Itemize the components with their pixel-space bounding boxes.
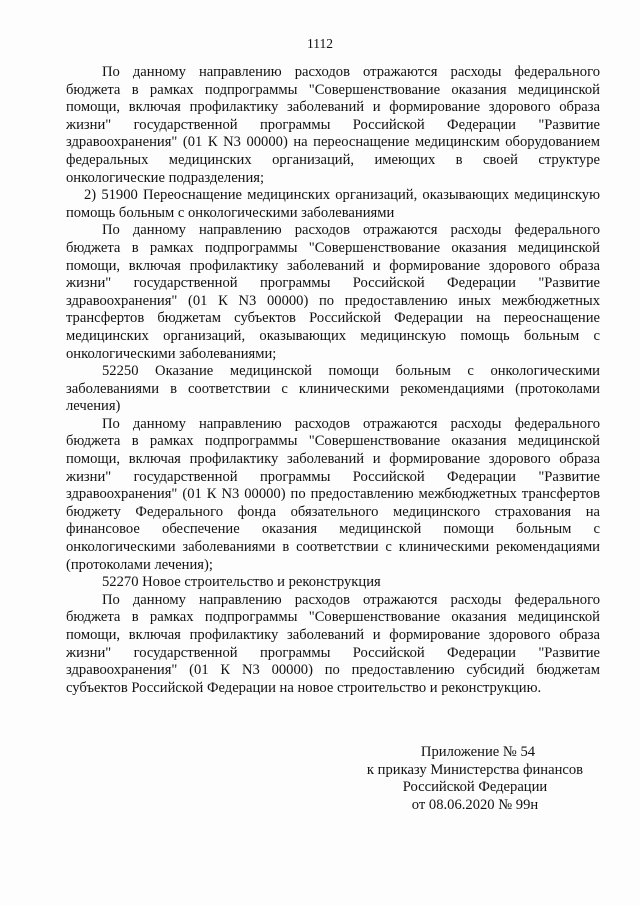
page-number: 1112 <box>307 36 333 51</box>
appendix-issuer: Российской Федерации <box>402 779 548 796</box>
appendix-block <box>340 744 610 814</box>
paragraph-expense-description-1: По данному направлению расходов отражаются расходы федерального бюджета в рамках подпрограммы "Совершенствование оказания медицинской помощи, включая профилактику заболеваний и формирование здорового образа жизни" государственной программы Российской Федерации "Развитие здравоохранения" (01 К N3 00000) на переоснащение медицинским оборудованием федеральных медицинских организаций, имеющих в своей структуре онкологические подразделения; <box>66 64 600 186</box>
paragraph-item-52270: 52270 Новое строительство и реконструкция <box>102 574 381 591</box>
document-body <box>66 64 600 697</box>
paragraph-expense-description-3: По данному направлению расходов отражаются расходы федерального бюджета в рамках подпрограммы "Совершенствование оказания медицинской помощи, включая профилактику заболеваний и формирование здорового образа жизни" государственной программы Российской Федерации "Развитие здравоохранения" (01 К N3 00000) по предоставлению межбюджетных трансфертов бюджету Федерального фонда обязательного медицинского страхования на финансовое обеспечение оказания медицинской помощи больным с онкологическими заболеваниями в соответствии с клиническими рекомендациями (протоколами лечения); <box>66 415 600 573</box>
paragraph-expense-description-4: По данному направлению расходов отражаются расходы федерального бюджета в рамках подпрограммы "Совершенствование оказания медицинской помощи, включая профилактику заболеваний и формирование здорового образа жизни" государственной программы Российской Федерации "Развитие здравоохранения" (01 К N3 00000) по предоставлению субсидий бюджетам субъектов Российской Федерации на новое строительство и реконструкцию. <box>66 591 600 696</box>
appendix-date-number: от 08.06.2020 № 99н <box>411 796 539 813</box>
paragraph-expense-description-2: По данному направлению расходов отражаются расходы федерального бюджета в рамках подпрограммы "Совершенствование оказания медицинской помощи, включая профилактику заболеваний и формирование здорового образа жизни" государственной программы Российской Федерации "Развитие здравоохранения" (01 К N3 00000) по предоставлению иных межбюджетных трансфертов бюджетам субъектов Российской Федерации на переоснащение медицинских организаций, оказывающих медицинскую помощь больным с онкологическими заболеваниями; <box>66 222 600 362</box>
paragraph-item-51900: 2) 51900 Переоснащение медицинских организаций, оказывающих медицинскую помощь больным с онкологическими заболеваниями <box>66 187 600 221</box>
appendix-title: Приложение № 54 <box>420 744 536 760</box>
appendix-order-ref: к приказу Министерства финансов <box>366 761 584 778</box>
paragraph-item-52250: 52250 Оказание медицинской помощи больным с онкологическими заболеваниями в соответствии с клиническими рекомендациями (протоколами лечения) <box>66 363 600 415</box>
